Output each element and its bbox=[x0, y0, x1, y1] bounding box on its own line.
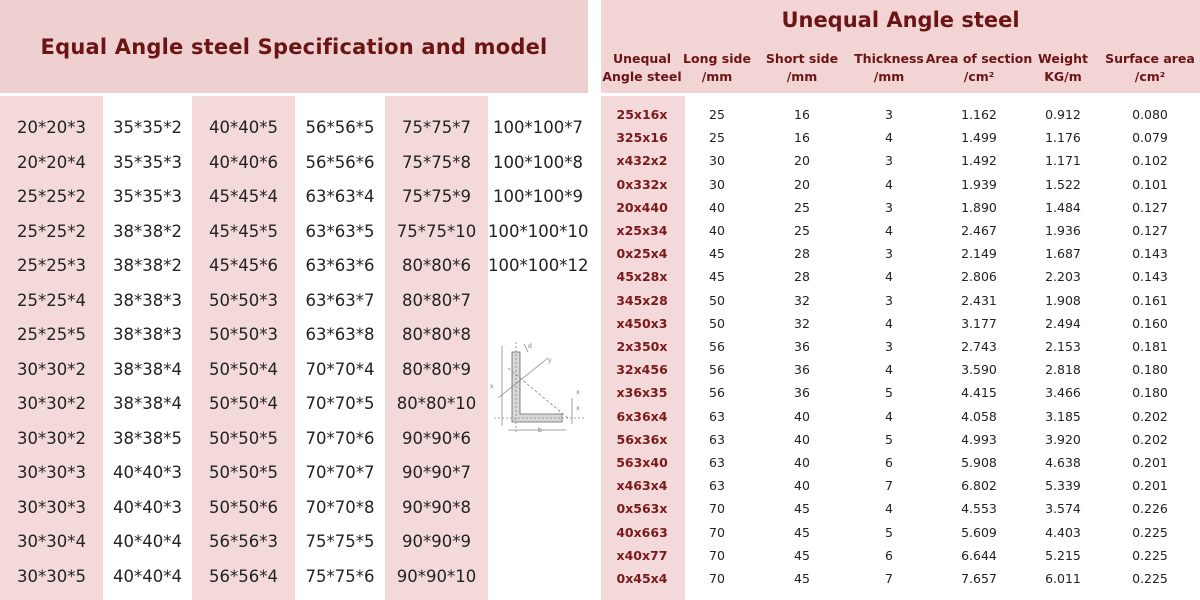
model-cell: 325x16 bbox=[616, 130, 668, 146]
equal-spec-cell: 56*56*3 bbox=[209, 532, 278, 551]
model-cell: 563x40 bbox=[616, 455, 668, 470]
table-cell: 7 bbox=[885, 571, 893, 586]
table-cell: 40 bbox=[794, 431, 810, 447]
unequal-angle-title: Unequal Angle steel bbox=[781, 8, 1020, 32]
equal-spec-cell: 75*75*5 bbox=[305, 532, 375, 551]
equal-angle-panel bbox=[0, 0, 588, 600]
table-cell: 45 bbox=[794, 501, 810, 517]
equal-spec-cell: 75*75*8 bbox=[402, 152, 471, 172]
equal-angle-header bbox=[0, 0, 588, 93]
equal-spec-cell: 70*70*8 bbox=[305, 497, 375, 517]
table-cell: 4 bbox=[885, 501, 893, 517]
table-cell: 4 bbox=[885, 176, 893, 192]
equal-spec-cell: 50*50*4 bbox=[209, 394, 278, 413]
model-cell: 0x25x4 bbox=[616, 246, 668, 262]
equal-spec-cell: 50*50*3 bbox=[209, 325, 278, 344]
equal-spec-cell: 50*50*3 bbox=[209, 290, 278, 310]
equal-spec-cell: 75*75*7 bbox=[402, 118, 471, 137]
table-cell: 0.180 bbox=[1132, 385, 1168, 401]
table-header-line1: Long side bbox=[683, 51, 751, 66]
table-cell: 4 bbox=[885, 223, 893, 238]
equal-spec-cell: 63*63*4 bbox=[305, 187, 375, 206]
model-cell: 25x16x bbox=[616, 107, 668, 122]
model-cell: x40x77 bbox=[616, 547, 668, 563]
equal-spec-cell: 38*38*3 bbox=[113, 290, 182, 310]
model-cell: x36x35 bbox=[616, 385, 668, 401]
equal-spec-cell: 56*56*6 bbox=[305, 152, 375, 172]
equal-spec-cell: 38*38*2 bbox=[113, 221, 182, 241]
model-cell: x450x3 bbox=[616, 315, 668, 331]
table-cell: 0.143 bbox=[1132, 269, 1168, 285]
equal-spec-cell: 38*38*4 bbox=[113, 359, 182, 379]
table-cell: 28 bbox=[794, 246, 810, 262]
equal-spec-cell: 90*90*8 bbox=[402, 497, 471, 517]
equal-spec-cell: 100*100*7 bbox=[493, 118, 583, 137]
svg-text:y: y bbox=[548, 357, 552, 364]
equal-spec-cell: 100*100*12 bbox=[488, 256, 589, 275]
table-cell: 45 bbox=[794, 524, 810, 540]
model-cell: 40x663 bbox=[616, 524, 668, 540]
equal-column bbox=[295, 96, 385, 600]
table-cell: 28 bbox=[794, 269, 810, 285]
table-cell: 25 bbox=[794, 199, 810, 215]
table-cell: 1.687 bbox=[1045, 246, 1081, 262]
unequal-angle-panel bbox=[601, 0, 1200, 600]
table-cell: 45 bbox=[709, 246, 725, 262]
table-cell: 4.553 bbox=[961, 501, 997, 517]
equal-spec-cell: 56*56*4 bbox=[209, 566, 278, 586]
table-cell: 1.890 bbox=[961, 199, 997, 215]
equal-spec-cell: 63*63*6 bbox=[305, 256, 375, 275]
table-cell: 40 bbox=[709, 199, 725, 215]
equal-spec-cell: 45*45*6 bbox=[209, 256, 278, 275]
table-cell: 0.226 bbox=[1132, 501, 1168, 517]
table-cell: 5.609 bbox=[961, 524, 997, 540]
table-cell: 0.079 bbox=[1132, 130, 1168, 146]
equal-spec-cell: 80*80*7 bbox=[402, 290, 471, 310]
table-cell: 2.743 bbox=[961, 339, 997, 354]
equal-spec-cell: 50*50*5 bbox=[209, 463, 278, 482]
equal-spec-cell: 80*80*10 bbox=[396, 394, 477, 413]
equal-spec-cell: 50*50*5 bbox=[209, 428, 278, 448]
table-cell: 6.802 bbox=[961, 478, 997, 494]
table-cell: 20 bbox=[794, 153, 810, 169]
model-cell: 45x28x bbox=[616, 269, 668, 285]
table-cell: 2.431 bbox=[961, 292, 997, 308]
equal-column bbox=[488, 96, 588, 336]
model-cell: 2x350x bbox=[616, 339, 668, 354]
table-cell: 6 bbox=[885, 455, 893, 470]
table-cell: 3 bbox=[885, 246, 893, 262]
svg-text:x: x bbox=[490, 383, 494, 390]
table-cell: 0.202 bbox=[1132, 431, 1168, 447]
table-cell: 45 bbox=[709, 269, 725, 285]
table-header-line1: Surface area bbox=[1105, 51, 1195, 66]
equal-spec-cell: 20*20*4 bbox=[17, 152, 86, 172]
table-cell: 56 bbox=[709, 339, 725, 354]
table-header-line2: /cm² bbox=[1134, 69, 1166, 84]
equal-spec-cell: 30*30*3 bbox=[17, 463, 86, 482]
table-cell: 5 bbox=[885, 431, 893, 447]
table-cell: 7 bbox=[885, 478, 893, 494]
table-cell: 63 bbox=[709, 455, 725, 470]
table-header-line2: /mm bbox=[873, 69, 905, 84]
equal-spec-cell: 25*25*4 bbox=[17, 290, 86, 310]
table-cell: 1.499 bbox=[961, 130, 997, 146]
table-cell: 40 bbox=[794, 408, 810, 424]
table-cell: 16 bbox=[794, 107, 810, 122]
table-header-line1: Area of section bbox=[925, 51, 1033, 66]
table-cell: 1.492 bbox=[961, 153, 997, 169]
equal-spec-cell: 38*38*4 bbox=[113, 394, 182, 413]
table-cell: 70 bbox=[709, 501, 725, 517]
table-cell: 50 bbox=[709, 315, 725, 331]
unequal-angle-header bbox=[601, 0, 1200, 93]
equal-spec-cell: 40*40*4 bbox=[113, 566, 182, 586]
table-cell: 0.225 bbox=[1132, 547, 1168, 563]
equal-spec-cell: 80*80*9 bbox=[402, 359, 471, 379]
table-cell: 4.058 bbox=[961, 408, 997, 424]
table-cell: 36 bbox=[794, 385, 810, 401]
table-cell: 3.185 bbox=[1045, 408, 1081, 424]
table-cell: 63 bbox=[709, 478, 725, 494]
table-cell: 4 bbox=[885, 315, 893, 331]
table-cell: 3 bbox=[885, 153, 893, 169]
equal-spec-cell: 70*70*4 bbox=[305, 359, 375, 379]
table-cell: 4.993 bbox=[961, 431, 997, 447]
table-cell: 36 bbox=[794, 339, 810, 354]
table-cell: 32 bbox=[794, 292, 810, 308]
table-cell: 56 bbox=[709, 385, 725, 401]
equal-spec-cell: 25*25*3 bbox=[17, 256, 86, 275]
svg-text:x: x bbox=[576, 389, 580, 396]
table-header-line2: Angle steel bbox=[602, 69, 682, 84]
equal-spec-cell: 38*38*3 bbox=[113, 325, 182, 344]
equal-column bbox=[0, 96, 103, 600]
equal-spec-cell: 63*63*8 bbox=[305, 325, 375, 344]
table-cell: 0.143 bbox=[1132, 246, 1168, 262]
equal-spec-cell: 30*30*2 bbox=[17, 359, 86, 379]
table-cell: 1.171 bbox=[1045, 153, 1081, 169]
equal-spec-cell: 40*40*3 bbox=[113, 497, 182, 517]
table-cell: 6.011 bbox=[1045, 571, 1081, 586]
table-cell: 1.162 bbox=[961, 107, 997, 122]
equal-spec-cell: 70*70*7 bbox=[305, 463, 375, 482]
table-cell: 5.215 bbox=[1045, 547, 1081, 563]
table-cell: 4.403 bbox=[1045, 524, 1081, 540]
model-cell: x463x4 bbox=[616, 478, 668, 494]
equal-spec-cell: 70*70*5 bbox=[305, 394, 375, 413]
equal-spec-cell: 38*38*2 bbox=[113, 256, 182, 275]
table-cell: 4 bbox=[885, 362, 893, 378]
table-cell: 0.127 bbox=[1132, 223, 1168, 238]
table-cell: 70 bbox=[709, 524, 725, 540]
table-cell: 2.149 bbox=[961, 246, 997, 262]
table-cell: 50 bbox=[709, 292, 725, 308]
table-cell: 5.339 bbox=[1045, 478, 1081, 494]
table-cell: 0.160 bbox=[1132, 315, 1168, 331]
table-cell: 40 bbox=[794, 455, 810, 470]
table-cell: 20 bbox=[794, 176, 810, 192]
table-cell: 0.102 bbox=[1132, 153, 1168, 169]
equal-spec-cell: 100*100*10 bbox=[488, 221, 589, 241]
table-cell: 0.180 bbox=[1132, 362, 1168, 378]
equal-spec-cell: 30*30*2 bbox=[17, 428, 86, 448]
equal-spec-cell: 63*63*5 bbox=[305, 221, 375, 241]
table-cell: 4.638 bbox=[1045, 455, 1081, 470]
table-cell: 3 bbox=[885, 107, 893, 122]
equal-spec-cell: 70*70*6 bbox=[305, 428, 375, 448]
table-cell: 36 bbox=[794, 362, 810, 378]
table-cell: 70 bbox=[709, 547, 725, 563]
table-cell: 4 bbox=[885, 130, 893, 146]
table-cell: 3.466 bbox=[1045, 385, 1081, 401]
table-cell: 4.415 bbox=[961, 385, 997, 401]
equal-column bbox=[103, 96, 192, 600]
equal-spec-cell: 63*63*7 bbox=[305, 290, 375, 310]
table-cell: 0.202 bbox=[1132, 408, 1168, 424]
svg-text:x: x bbox=[576, 405, 580, 412]
table-cell: 0.225 bbox=[1132, 524, 1168, 540]
table-cell: 7.657 bbox=[961, 571, 997, 586]
equal-spec-cell: 45*45*5 bbox=[209, 221, 278, 241]
table-cell: 6 bbox=[885, 547, 893, 563]
equal-spec-cell: 80*80*6 bbox=[402, 256, 471, 275]
equal-column bbox=[385, 96, 488, 600]
equal-spec-cell: 75*75*6 bbox=[305, 566, 375, 586]
table-cell: 4 bbox=[885, 408, 893, 424]
table-header-line1: Short side bbox=[765, 51, 839, 66]
table-cell: 70 bbox=[709, 571, 725, 586]
equal-spec-cell: 90*90*6 bbox=[402, 428, 471, 448]
table-cell: 45 bbox=[794, 547, 810, 563]
table-cell: 3.920 bbox=[1045, 431, 1081, 447]
table-cell: 0.912 bbox=[1045, 107, 1081, 122]
equal-spec-cell: 25*25*5 bbox=[17, 325, 86, 344]
table-cell: 40 bbox=[709, 223, 725, 238]
equal-spec-cell: 30*30*4 bbox=[17, 532, 86, 551]
equal-spec-cell: 40*40*3 bbox=[113, 463, 182, 482]
table-cell: 25 bbox=[794, 223, 810, 238]
table-header bbox=[1095, 50, 1200, 86]
table-cell: 3.177 bbox=[961, 315, 997, 331]
equal-spec-cell: 40*40*4 bbox=[113, 532, 182, 551]
model-cell: 0x332x bbox=[616, 176, 668, 192]
equal-spec-cell: 40*40*6 bbox=[209, 152, 278, 172]
table-cell: 0.127 bbox=[1132, 199, 1168, 215]
model-cell: 0x45x4 bbox=[616, 571, 668, 586]
equal-spec-cell: 100*100*9 bbox=[493, 187, 583, 206]
model-cell: 56x36x bbox=[616, 431, 668, 447]
table-header-line2: KG/m bbox=[1044, 69, 1082, 84]
table-cell: 5 bbox=[885, 385, 893, 401]
table-cell: 16 bbox=[794, 130, 810, 146]
table-cell: 4 bbox=[885, 269, 893, 285]
equal-spec-cell: 35*35*2 bbox=[113, 118, 182, 137]
table-cell: 3.590 bbox=[961, 362, 997, 378]
equal-spec-cell: 90*90*7 bbox=[402, 463, 471, 482]
table-cell: 0.225 bbox=[1132, 571, 1168, 586]
table-cell: 0.080 bbox=[1132, 107, 1168, 122]
model-cell: 0x563x bbox=[616, 501, 668, 517]
model-cell: 345x28 bbox=[616, 292, 668, 308]
table-cell: 1.522 bbox=[1045, 176, 1081, 192]
equal-spec-cell: 100*100*8 bbox=[493, 152, 583, 172]
table-cell: 1.908 bbox=[1045, 292, 1081, 308]
equal-spec-cell: 25*25*2 bbox=[17, 221, 86, 241]
table-cell: 0.101 bbox=[1132, 176, 1168, 192]
model-cell: 6x36x4 bbox=[616, 408, 668, 424]
table-cell: 2.806 bbox=[961, 269, 997, 285]
table-cell: 45 bbox=[794, 571, 810, 586]
table-cell: 25 bbox=[709, 107, 725, 122]
equal-spec-cell: 35*35*3 bbox=[113, 152, 182, 172]
equal-column bbox=[192, 96, 295, 600]
model-cell: 20x440 bbox=[616, 199, 668, 215]
table-cell: 0.201 bbox=[1132, 478, 1168, 494]
table-cell: 3 bbox=[885, 199, 893, 215]
table-cell: 0.181 bbox=[1132, 339, 1168, 354]
angle-steel-diagram bbox=[488, 338, 588, 434]
table-cell: 1.176 bbox=[1045, 130, 1081, 146]
table-cell: 30 bbox=[709, 153, 725, 169]
model-cell: x25x34 bbox=[616, 223, 668, 238]
table-header-line1: Unequal bbox=[612, 51, 672, 66]
equal-spec-cell: 30*30*2 bbox=[17, 394, 86, 413]
table-header-line1: Thickness bbox=[854, 51, 924, 66]
svg-text:b: b bbox=[538, 427, 542, 434]
table-cell: 0.161 bbox=[1132, 292, 1168, 308]
table-cell: 3 bbox=[885, 339, 893, 354]
table-header-line2: /mm bbox=[786, 69, 818, 84]
table-cell: 6.644 bbox=[961, 547, 997, 563]
table-cell: 2.467 bbox=[961, 223, 997, 238]
model-cell: x432x2 bbox=[616, 153, 668, 169]
equal-spec-cell: 35*35*3 bbox=[113, 187, 182, 206]
equal-spec-cell: 25*25*2 bbox=[17, 187, 86, 206]
table-header-line2: /cm² bbox=[963, 69, 995, 84]
equal-angle-title: Equal Angle steel Specification and model bbox=[40, 34, 548, 59]
table-cell: 56 bbox=[709, 362, 725, 378]
table-cell: 63 bbox=[709, 408, 725, 424]
table-cell: 5.908 bbox=[961, 455, 997, 470]
equal-spec-cell: 20*20*3 bbox=[17, 118, 86, 137]
table-cell: 1.936 bbox=[1045, 223, 1081, 238]
table-cell: 2.153 bbox=[1045, 339, 1081, 354]
table-cell: 25 bbox=[709, 130, 725, 146]
table-header-line2: /mm bbox=[701, 69, 733, 84]
table-cell: 1.484 bbox=[1045, 199, 1081, 215]
equal-spec-cell: 50*50*6 bbox=[209, 497, 278, 517]
table-cell: 3.574 bbox=[1045, 501, 1081, 517]
equal-spec-cell: 30*30*5 bbox=[17, 566, 86, 586]
table-cell: 3 bbox=[885, 292, 893, 308]
equal-spec-cell: 56*56*5 bbox=[305, 118, 375, 137]
model-cell: 32x456 bbox=[616, 362, 668, 378]
table-cell: 32 bbox=[794, 315, 810, 331]
table-cell: 0.201 bbox=[1132, 455, 1168, 470]
equal-spec-cell: 90*90*10 bbox=[396, 566, 477, 586]
table-cell: 1.939 bbox=[961, 176, 997, 192]
table-cell: 30 bbox=[709, 176, 725, 192]
table-cell: 40 bbox=[794, 478, 810, 494]
equal-spec-cell: 30*30*3 bbox=[17, 497, 86, 517]
equal-spec-cell: 80*80*8 bbox=[402, 325, 471, 344]
table-cell: 2.494 bbox=[1045, 315, 1081, 331]
table-cell: 63 bbox=[709, 431, 725, 447]
svg-text:d: d bbox=[528, 343, 532, 350]
equal-spec-cell: 75*75*9 bbox=[402, 187, 471, 206]
equal-spec-cell: 75*75*10 bbox=[396, 221, 477, 241]
table-cell: 2.203 bbox=[1045, 269, 1081, 285]
table-header-line1: Weight bbox=[1038, 51, 1088, 66]
equal-spec-cell: 38*38*5 bbox=[113, 428, 182, 448]
equal-spec-cell: 40*40*5 bbox=[209, 118, 278, 137]
table-cell: 5 bbox=[885, 524, 893, 540]
table-cell: 2.818 bbox=[1045, 362, 1081, 378]
equal-spec-cell: 50*50*4 bbox=[209, 359, 278, 379]
equal-spec-cell: 45*45*4 bbox=[209, 187, 278, 206]
equal-spec-cell: 90*90*9 bbox=[402, 532, 471, 551]
